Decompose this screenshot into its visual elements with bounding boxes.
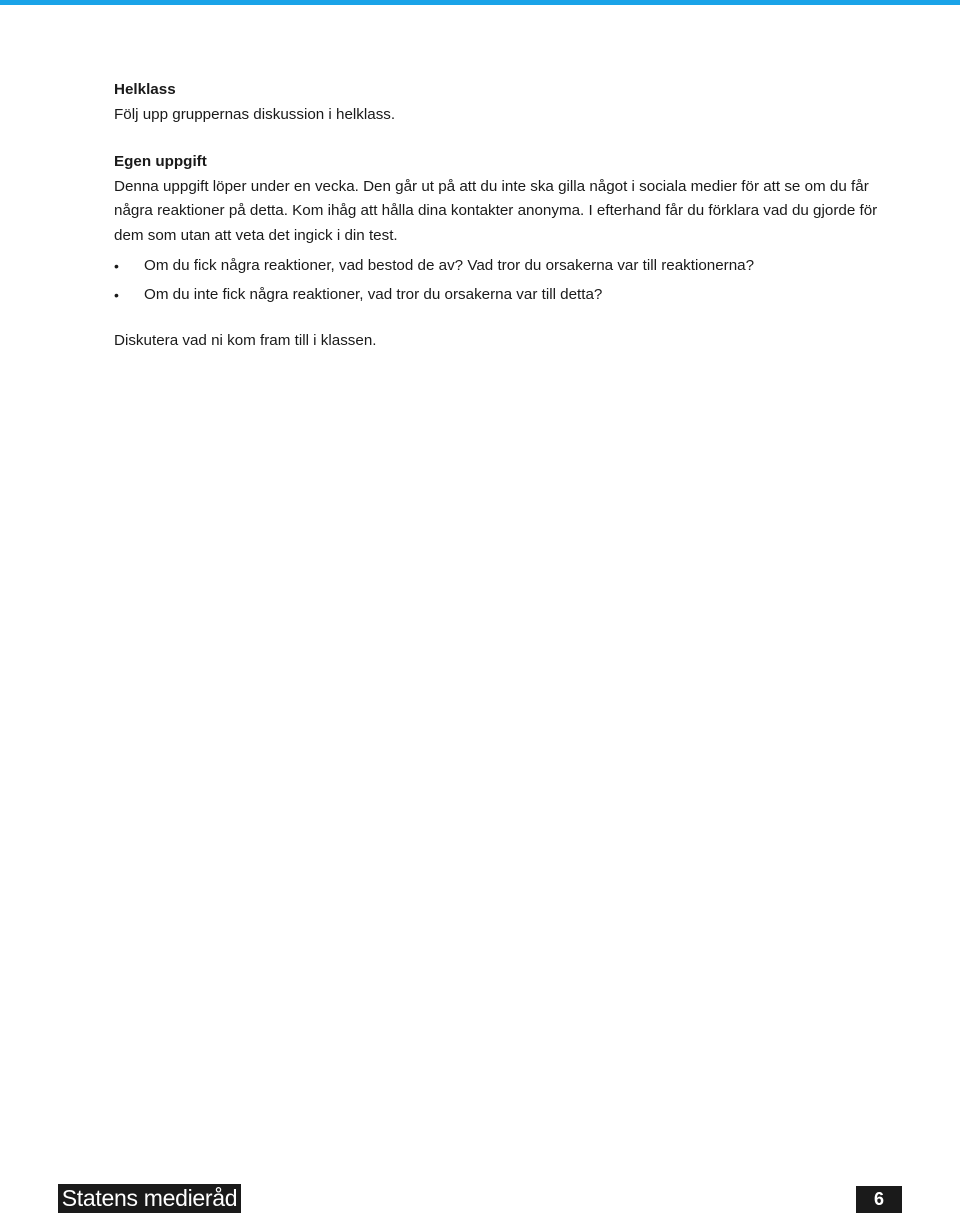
statens-medierad-logo: Statens medieråd — [58, 1184, 241, 1213]
bullet-icon: • — [114, 258, 119, 274]
bullet-icon: • — [114, 286, 119, 303]
closing-instruction: Diskutera vad ni kom fram till i klassen. — [114, 332, 377, 349]
section-spacer — [114, 127, 884, 150]
question-list — [114, 252, 884, 309]
page-number: 6 — [856, 1186, 902, 1213]
section-text-egen-uppgift: Denna uppgift löper under en vecka. Den går ut på att du inte ska gilla något i sociala medier för att se om du får några reaktioner på detta. Kom ihåg att hålla dina kontakter anonyma. I efterhand får du förklara vad du gjorde för dem som utan att veta det ingick i din test. — [114, 177, 878, 244]
list-item-text: Om du inte fick några reaktioner, vad tror du orsakerna var till detta? — [144, 285, 603, 303]
list-item-text: Om du fick några reaktioner, vad bestod de av? Vad tror du orsakerna var till reaktionerna? — [144, 257, 755, 274]
section-heading-egen-uppgift: Egen uppgift — [114, 153, 207, 170]
section-text-helklass: Följ upp gruppernas diskussion i helklass. — [114, 105, 396, 123]
top-accent-bar — [0, 0, 960, 5]
section-heading-helklass: Helklass — [114, 81, 176, 98]
list-item — [114, 252, 884, 281]
list-item — [114, 281, 884, 310]
document-body — [114, 78, 884, 354]
